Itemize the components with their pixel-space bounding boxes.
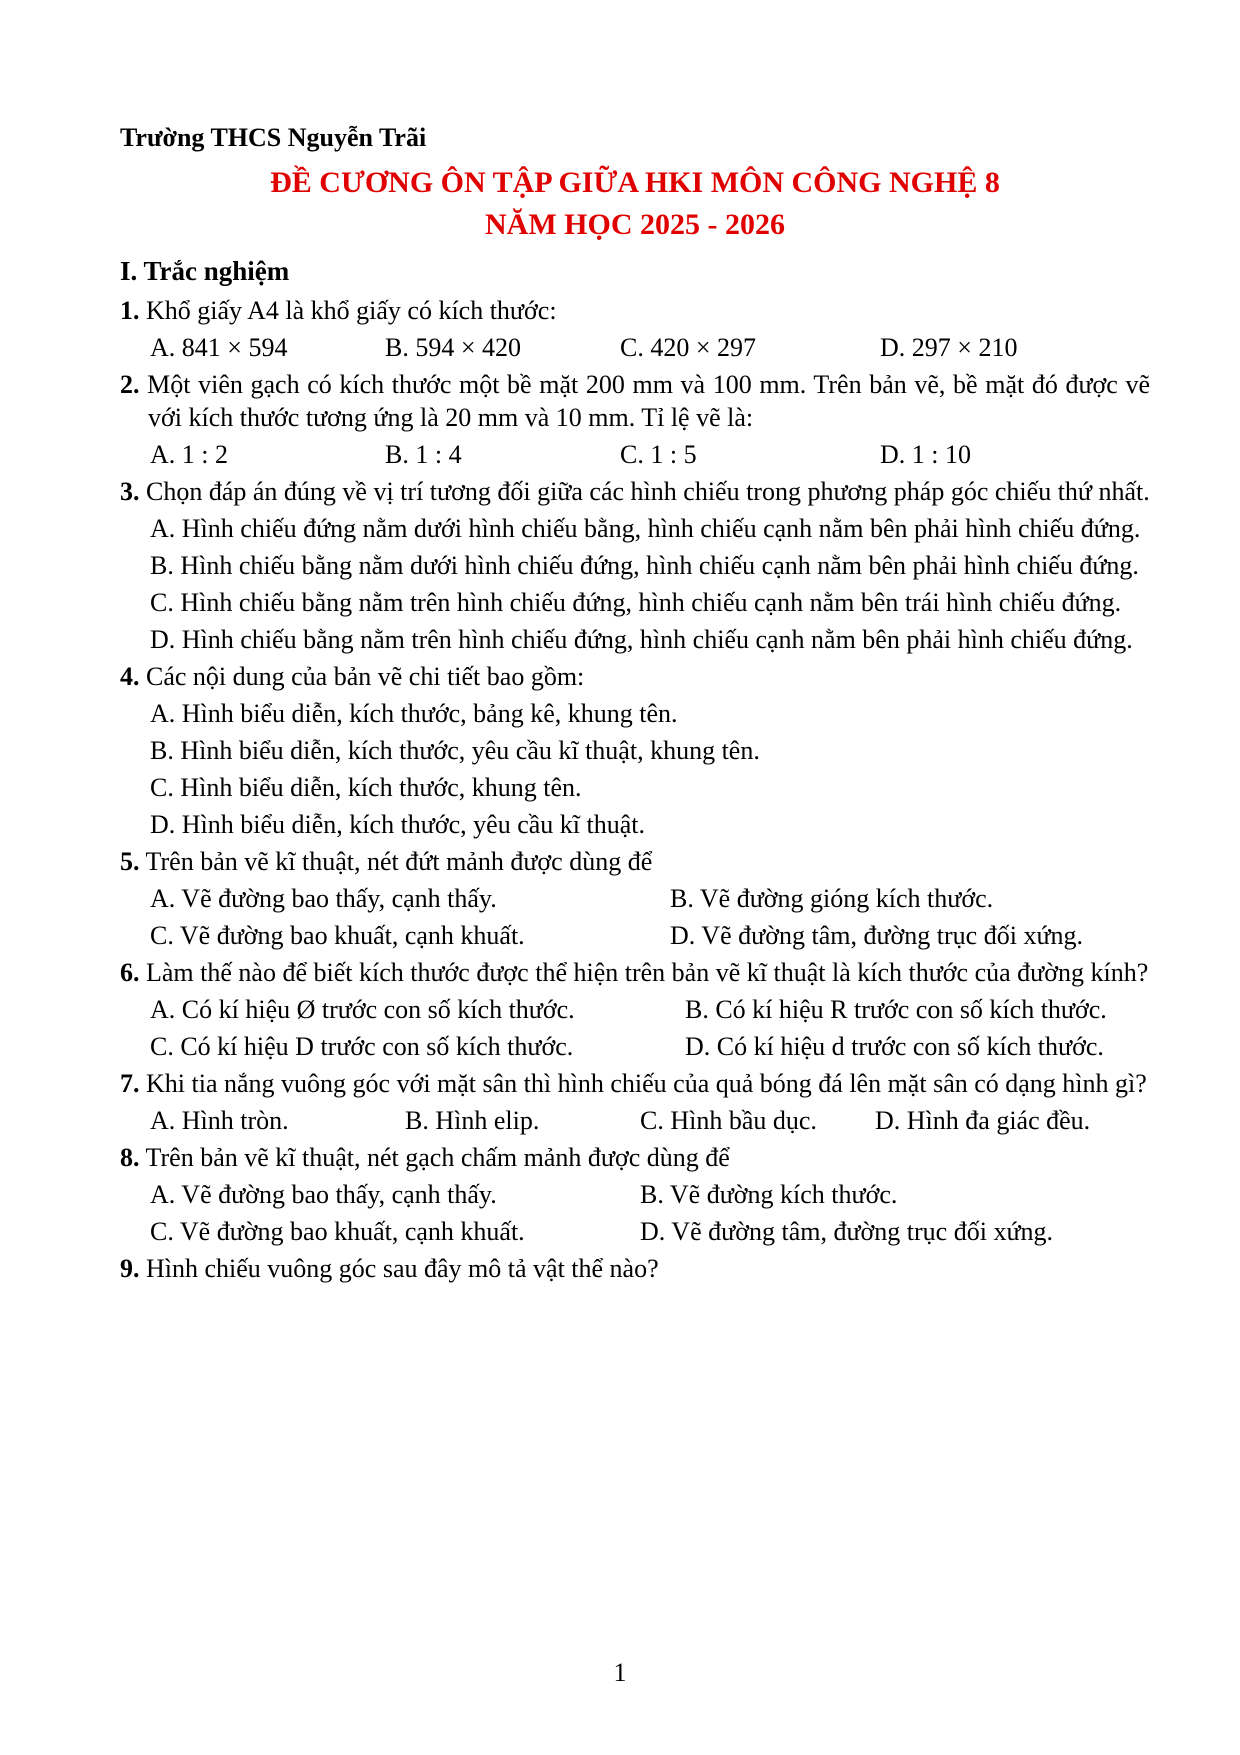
- document-title-line1: ĐỀ CƯƠNG ÔN TẬP GIỮA HKI MÔN CÔNG NGHỆ 8: [270, 166, 1000, 199]
- option-b: B. Có kí hiệu R trước con số kích thước.: [685, 995, 1107, 1024]
- option-a: A. Hình tròn.: [150, 1106, 289, 1135]
- question-1: 1. Khổ giấy A4 là khổ giấy có kích thước: A. 841 × 594 B. 594 × 420 C. 420 × 297 D. 297 × 210: [120, 294, 1150, 364]
- option-b: B. 594 × 420: [385, 333, 522, 362]
- document-title-line2: NĂM HỌC 2025 - 2026: [485, 208, 785, 241]
- option-a: A. Vẽ đường bao thấy, cạnh thấy.: [150, 1180, 497, 1209]
- option-d: D. Hình chiếu bằng nằm trên hình chiếu đứng, hình chiếu cạnh nằm bên phải hình chiếu đứng.: [150, 625, 1133, 654]
- option-d: D. Hình đa giác đều.: [875, 1106, 1091, 1135]
- option-a: A. Hình chiếu đứng nằm dưới hình chiếu bằng, hình chiếu cạnh nằm bên phải hình chiếu đứng.: [150, 514, 1141, 543]
- question-2: 2. Một viên gạch có kích thước một bề mặt 200 mm và 100 mm. Trên bản vẽ, bề mặt đó được vẽ với kích thước tương ứng là 20 mm và 10 mm. Tỉ lệ vẽ là: A. 1 : 2 B. 1 : 4 C. 1 : 5 D. 1 : 10: [120, 370, 1151, 469]
- section-heading: I. Trắc nghiệm: [120, 256, 290, 286]
- question-6: 6. Làm thế nào để biết kích thước được thể hiện trên bản vẽ kĩ thuật là kích thước của đường kính? A. Có kí hiệu Ø trước con số kích thước. B. Có kí hiệu R trước con số kích thước. C. Có kí hiệu D trước con số kích thước. D. Có kí hiệu d trước con số kích thước.: [120, 958, 1149, 1061]
- option-b: B. Hình elip.: [405, 1106, 540, 1135]
- option-d: D. Vẽ đường tâm, đường trục đối xứng.: [670, 921, 1084, 950]
- question-text: Làm thế nào để biết kích thước được thể hiện trên bản vẽ kĩ thuật là kích thước của đường kính?: [146, 958, 1149, 987]
- option-d: D. 1 : 10: [880, 440, 971, 469]
- option-d: D. Có kí hiệu d trước con số kích thước.: [685, 1032, 1104, 1061]
- option-c: C. 1 : 5: [620, 440, 697, 469]
- document-page: [120, 120, 1150, 1285]
- question-text: Các nội dung của bản vẽ chi tiết bao gồm:: [146, 662, 585, 691]
- option-b: B. Hình chiếu bằng nằm dưới hình chiếu đứng, hình chiếu cạnh nằm bên phải hình chiếu đứng.: [150, 551, 1139, 580]
- option-d: D. Hình biểu diễn, kích thước, yêu cầu kĩ thuật.: [150, 810, 646, 839]
- question-text: Một viên gạch có kích thước một bề mặt 200 mm và 100 mm. Trên bản vẽ, bề mặt đó được vẽ với kích thước tương ứng là 20 mm và 10 mm. Tỉ lệ vẽ là:: [147, 370, 1151, 432]
- option-d: D. Vẽ đường tâm, đường trục đối xứng.: [640, 1217, 1054, 1246]
- question-7: 7. Khi tia nắng vuông góc với mặt sân thì hình chiếu của quả bóng đá lên mặt sân có dạng hình gì? A. Hình tròn. B. Hình elip. C. Hình bầu dục. D. Hình đa giác đều.: [120, 1067, 1150, 1137]
- question-text: Khi tia nắng vuông góc với mặt sân thì hình chiếu của quả bóng đá lên mặt sân có dạng hình gì?: [146, 1069, 1147, 1098]
- question-4: 4. Các nội dung của bản vẽ chi tiết bao gồm: A. Hình biểu diễn, kích thước, bảng kê, khung tên. B. Hình biểu diễn, kích thước, yêu cầu kĩ thuật, khung tên. C. Hình biểu diễn, kích thước, khung tên. D. Hình biểu diễn, kích thước, yêu cầu kĩ thuật.: [120, 660, 1150, 841]
- option-c: C. 420 × 297: [620, 333, 757, 362]
- option-d: D. 297 × 210: [880, 333, 1018, 362]
- option-c: C. Vẽ đường bao khuất, cạnh khuất.: [150, 1217, 525, 1246]
- option-a: A. 1 : 2: [150, 440, 228, 469]
- option-c: C. Hình biểu diễn, kích thước, khung tên.: [150, 773, 582, 802]
- option-b: B. Hình biểu diễn, kích thước, yêu cầu kĩ thuật, khung tên.: [150, 736, 760, 765]
- school-name: Trường THCS Nguyễn Trãi: [120, 123, 427, 152]
- question-text: Trên bản vẽ kĩ thuật, nét đứt mảnh được dùng để: [145, 847, 653, 876]
- option-c: C. Hình bầu dục.: [640, 1106, 817, 1135]
- question-text: Chọn đáp án đúng về vị trí tương đối giữa các hình chiếu trong phương pháp góc chiếu thứ nhất.: [146, 477, 1150, 506]
- question-text: Hình chiếu vuông góc sau đây mô tả vật thể nào?: [146, 1254, 659, 1283]
- question-3: 3. Chọn đáp án đúng về vị trí tương đối giữa các hình chiếu trong phương pháp góc chiếu thứ nhất. A. Hình chiếu đứng nằm dưới hình chiếu bằng, hình chiếu cạnh nằm bên phải hình chiếu đứng. B. Hình chiếu bằng nằm dưới hình chiếu đứng, hình chiếu cạnh nằm bên phải hình chiếu đứng. C. Hình chiếu bằng nằm trên hình chiếu đứng, hình chiếu cạnh nằm bên trái hình chiếu đứng. D. Hình chiếu bằng nằm trên hình chiếu đứng, hình chiếu cạnh nằm bên phải hình chiếu đứng.: [120, 477, 1150, 654]
- option-a: A. Hình biểu diễn, kích thước, bảng kê, khung tên.: [150, 699, 678, 728]
- question-8: 8. Trên bản vẽ kĩ thuật, nét gạch chấm mảnh được dùng để A. Vẽ đường bao thấy, cạnh thấy. B. Vẽ đường kích thước. C. Vẽ đường bao khuất, cạnh khuất. D. Vẽ đường tâm, đường trục đối xứng.: [120, 1141, 1150, 1248]
- option-a: A. Có kí hiệu Ø trước con số kích thước.: [150, 995, 575, 1024]
- question-5: 5. Trên bản vẽ kĩ thuật, nét đứt mảnh được dùng để A. Vẽ đường bao thấy, cạnh thấy. B. Vẽ đường gióng kích thước. C. Vẽ đường bao khuất, cạnh khuất. D. Vẽ đường tâm, đường trục đối xứng.: [120, 845, 1150, 952]
- option-b: B. Vẽ đường gióng kích thước.: [670, 884, 994, 913]
- page-number: 1: [613, 1658, 627, 1687]
- question-text: Trên bản vẽ kĩ thuật, nét gạch chấm mảnh được dùng để: [145, 1143, 730, 1172]
- option-a: A. Vẽ đường bao thấy, cạnh thấy.: [150, 884, 497, 913]
- question-text: Khổ giấy A4 là khổ giấy có kích thước:: [146, 296, 557, 325]
- option-b: B. 1 : 4: [385, 440, 462, 469]
- option-c: C. Có kí hiệu D trước con số kích thước.: [150, 1032, 574, 1061]
- option-b: B. Vẽ đường kích thước.: [640, 1180, 898, 1209]
- option-c: C. Vẽ đường bao khuất, cạnh khuất.: [150, 921, 525, 950]
- question-9: 9. Hình chiếu vuông góc sau đây mô tả vật thể nào?: [120, 1254, 659, 1283]
- option-c: C. Hình chiếu bằng nằm trên hình chiếu đứng, hình chiếu cạnh nằm bên trái hình chiếu đứng.: [150, 588, 1122, 617]
- option-a: A. 841 × 594: [150, 333, 288, 362]
